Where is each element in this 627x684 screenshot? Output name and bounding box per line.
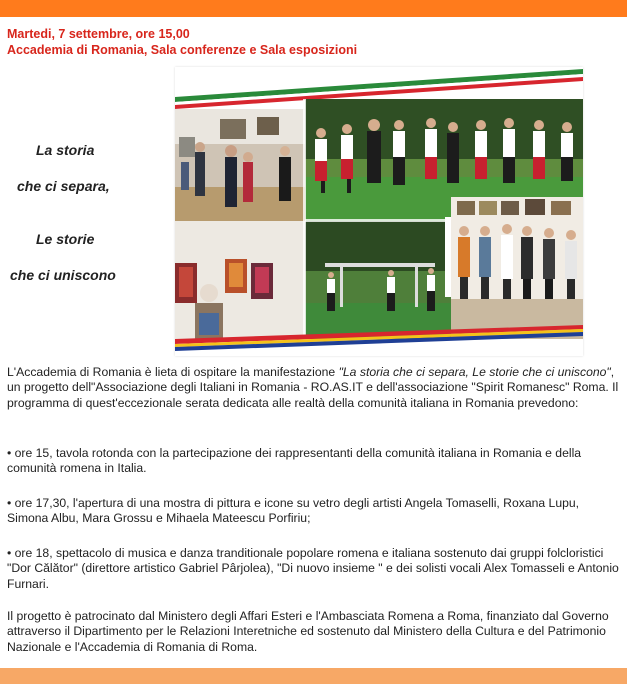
event-photo-collage: [175, 67, 583, 356]
quote-line-3: Le storie: [36, 231, 95, 247]
intro-suffix: , un progetto dell"Associazione degli Italiani in Romania - RO.AS.IT e dell'associazione "Spirit Romanesc" Roma. Il programma di quest'eccezionale serata dedicata alle realtà della comunità italiana in Romania prevedono:: [7, 365, 619, 410]
program-item-exhibition: • ore 17,30, l'apertura di una mostra di pittura e icone su vetro degli artisti Angela Tomaselli, Roxana Lupu, Simona Albu, Mara Grossu e Mihaela Mateescu Porfiriu;: [7, 496, 580, 526]
intro-paragraph: [7, 365, 623, 411]
painting-exhibit-photo: [175, 221, 305, 339]
closing-paragraph: Il progetto è patrocinato dal Ministero degli Affari Esteri e l'Ambasciata Romena a Roma, finanziato dal Governo attraverso il Dipartimento per le Relazioni Interetniche ed sostenuto dal Ministero della Cultura e del Patrimonio Nazionale e l'Accademia di Romania di Roma.: [7, 609, 609, 654]
outdoor-concert-photo: [305, 221, 451, 339]
intro-prefix: L'Accademia di Romania è lieta di ospitare la manifestazione: [7, 365, 339, 379]
event-date: Martedi, 7 settembre, ore 15,00: [7, 27, 190, 41]
program-item-round-table: • ore 15, tavola rotonda con la partecipazione dei rappresentanti della comunità italiana in Romania e della comunità romena in Italia.: [7, 446, 582, 476]
event-venue: Accademia di Romania, Sala conferenze e Sala esposizioni: [7, 43, 358, 57]
quote-line-4: che ci uniscono: [10, 267, 116, 283]
quote-line-1: La storia: [36, 142, 95, 158]
quote-line-2: che ci separa,: [17, 178, 110, 194]
group-portrait-photo: [445, 197, 583, 339]
top-orange-bar: [0, 0, 627, 17]
flag-stripe-green-top: [175, 69, 583, 102]
program-item-show: • ore 18, spettacolo di musica e danza tranditionale popolare romena e italiana sostenuto dai gruppi folcloristici "Dor Călător" (direttore artistico Gabriel Pârjolea), "Di nuovo insieme " e dei solisti vocali Alex Tomasseli e Antonio Furnari.: [7, 546, 619, 591]
event-title-italic: "La storia che ci separa, Le storie che ci uniscono": [338, 365, 611, 379]
bottom-orange-bar: [0, 668, 627, 684]
gallery-photo: [175, 109, 305, 221]
